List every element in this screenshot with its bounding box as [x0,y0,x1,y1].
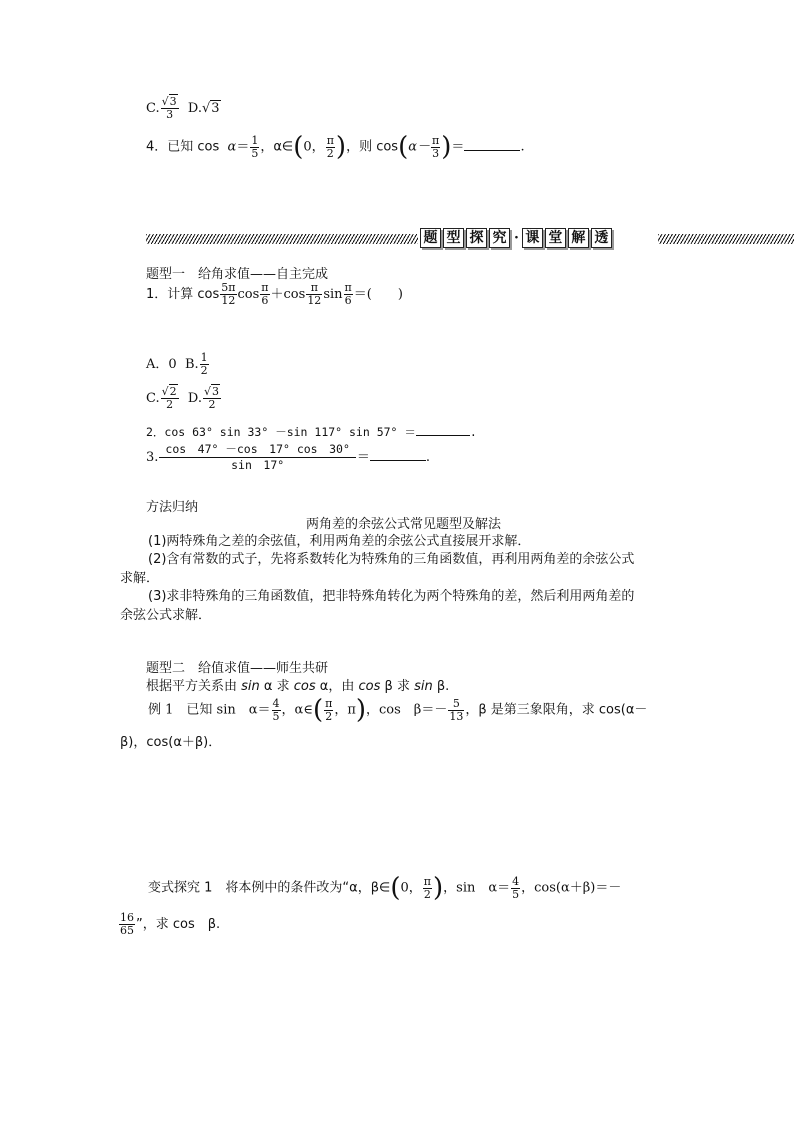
fraction: $\frac{\pi}{6}$ [261,281,269,307]
type1-options-cd [146,386,222,411]
type1-question-2: 2．cos 63° sin 33° －sin 117° sin 57° ＝ . [146,425,477,439]
method-point-3a: (3)求非特殊角的三角函数值，把非特殊角转化为两个特殊角的差，然后利用两角差的 [148,589,635,604]
answer-blank[interactable] [370,460,426,461]
answer-blank[interactable] [416,435,470,436]
fraction: $\frac{1}{5}$ [251,133,259,160]
banner-char: 解 [568,228,589,248]
fraction: $\frac{\pi}{3}$ [432,133,440,160]
banner-char: 究 [489,228,510,248]
option-c-label: C. [146,101,160,116]
fraction: $\frac{\pi}{2}$ [326,133,334,160]
question-4: 4．已知 cos α＝ $\frac{1}{5}$ ，α∈(0， $\frac{\pi}{2}$ )，则 cos(α－ $\frac{\pi}{3}$ )＝ . [146,132,525,162]
fraction: $\frac{5}{13}$ [449,696,464,723]
fraction: $\frac{5\pi}{12}$ [221,281,236,307]
banner-char: 题 [420,228,441,248]
method-title: 方法归纳 [146,500,199,515]
fraction: $\frac{\pi}{12}$ [307,281,322,307]
fraction: $\frac{4}{5}$ [272,696,280,723]
variant-1: 变式探究 1 将本例中的条件改为“α，β∈(0， $\frac{\pi}{2}$ )，sin α＝ $\frac{4}{5}$ ，cos(α＋β)＝－ [148,873,622,903]
banner-char: 课 [522,228,543,248]
type1-question-3: 3. $\frac{\cos 47^\circ -\cos 17^\circ \cos 30^\circ}{\sin 17^\circ}$ ＝ . [146,442,431,472]
answer-blank[interactable] [464,150,520,151]
type1-options-ab [146,352,210,377]
fraction: $\frac{1}{2}$ [200,351,208,377]
option-b-label: B. [184,357,199,372]
section-banner [420,228,614,248]
method-point-3b: 余弦公式求解． [120,608,212,623]
banner-hatch-left [146,234,418,244]
option-d-radical: √3 [202,101,220,116]
option-a: A．0 [146,357,177,372]
fraction: $\frac{√2}{2}$ [161,385,177,411]
banner-dot: · [514,230,519,246]
option-d-label: D. [187,101,202,116]
option-c-label: C. [146,391,160,406]
variant-1-line-2: $\frac{16}{65}$ ”，求 cos β. [120,911,221,937]
option-d-label: D. [187,391,202,406]
banner-char: 堂 [545,228,566,248]
fraction: $\frac{\pi}{2}$ [423,874,432,901]
q3-option-c-d [146,96,221,121]
fraction: $\frac{16}{65}$ [120,911,134,937]
example-1-line-2: β)，cos(α＋β)． [120,735,222,750]
banner-char: 探 [466,228,487,248]
type2-heading: 题型二 给值求值——师生共研 [146,661,329,676]
example-1: 例 1 已知 sin α＝ $\frac{4}{5}$ ，α∈( $\frac{\pi}{2}$ ，π)，cos β＝－ $\frac{5}{13}$ ，β 是第三象限角，求 cos(α－ [148,695,648,725]
fraction: $\frac{\cos 47^\circ -\cos 17^\circ \cos 30^\circ}{\sin 17^\circ}$ [159,442,355,473]
method-point-1: (1)两特殊角之差的余弦值，利用两角差的余弦公式直接展开求解． [148,534,531,549]
type2-hint: 根据平方关系由 sin α 求 cos α，由 cos β 求 sin β. [146,679,450,694]
fraction: $\frac{\pi}{2}$ [325,696,333,723]
type1-heading: 题型一 给角求值——自主完成 [146,267,329,282]
method-point-2b: 求解． [120,571,160,586]
fraction: $\frac{√3}{2}$ [204,385,220,411]
banner-hatch-right [658,234,794,244]
fraction: $\frac{4}{5}$ [512,874,520,901]
type1-question-1: 1．计算 cos $\frac{5\pi}{12}$ cos $\frac{\pi}{6}$ ＋cos $\frac{\pi}{12}$ sin $\frac{\pi}{6}$ ＝( ) [146,281,403,307]
banner-char: 型 [443,228,464,248]
option-c-fraction: $\frac{√3}{3}$ [161,95,177,121]
method-point-2a: (2)含有常数的式子，先将系数转化为特殊角的三角函数值，再利用两角差的余弦公式 [148,552,635,567]
fraction: $\frac{\pi}{6}$ [344,281,352,307]
banner-char: 透 [591,228,612,248]
method-subtitle: 两角差的余弦公式常见题型及解法 [306,517,502,532]
